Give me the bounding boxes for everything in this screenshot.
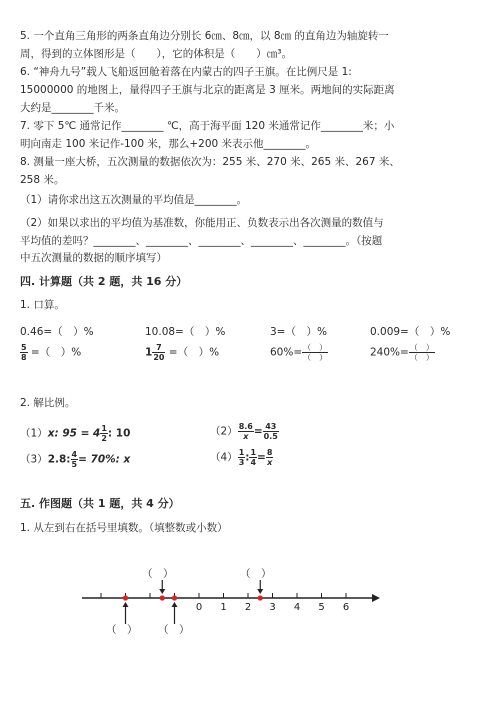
problem-8-sub2-line3: 中五次测量的数据的顺序填写） [20, 252, 167, 264]
denominator: 0.5 [263, 432, 278, 441]
denominator: x [267, 458, 273, 467]
problem-5-line1: 5. 一个直角三角形的两条直角边分别长 6㎝、8㎝，以 8㎝ 的直角边为轴旋转一 [20, 30, 389, 42]
section-4-sub2: 2. 解比例。 [20, 397, 76, 409]
equals-sign: = [253, 425, 263, 438]
tick-label: 3 [269, 602, 276, 613]
denominator: （ ） [303, 353, 328, 362]
proportion-1-tail: : 10 [107, 427, 131, 440]
fraction [249, 448, 257, 467]
marker-dot [258, 595, 263, 600]
pointer-arrow-head [123, 602, 129, 607]
denominator: （ ） [409, 353, 434, 362]
fraction [152, 343, 165, 362]
numerator: （ ） [409, 343, 434, 352]
tick-label: 2 [244, 602, 252, 613]
proportion-3-label: （3） [20, 453, 48, 466]
denominator: x [243, 432, 249, 441]
proportion-2 [210, 422, 279, 441]
tick-label: 0 [195, 602, 203, 613]
blank-top-2: （ ） [240, 568, 272, 580]
fraction [71, 450, 79, 469]
oral-b4-pre: 240%= [370, 346, 409, 359]
pointer-arrow-head [159, 589, 165, 594]
whole-part: 1 [145, 346, 153, 359]
numerator: 1 [250, 448, 257, 457]
fraction [266, 448, 274, 467]
denominator: 5 [71, 460, 78, 469]
proportion-1-text: x: 95 = 4 [47, 427, 101, 440]
oral-a2: 10.08=（ ）% [145, 326, 226, 338]
numerator: 5 [21, 343, 27, 352]
problem-7-line2: 明向南走 100 米记作-100 米，那么+200 米表示他________。 [20, 138, 317, 150]
numerator: （ ） [303, 343, 328, 352]
pointer-arrow-head [257, 589, 263, 594]
numerator: 43 [263, 422, 279, 432]
number-line [0, 570, 500, 630]
problem-8-sub2-line2: 平均值的差吗？________、________、________、________、________。（按题 [20, 235, 383, 247]
numerator: 1 [101, 424, 107, 433]
problem-6-line2: 15000000 的地图上，量得四子王旗与北京的距离是 3 厘米。两地间的实际距离 [20, 84, 395, 96]
marker-dot [123, 595, 128, 600]
oral-a1: 0.46=（ ）% [20, 326, 94, 338]
oral-b4 [370, 343, 435, 362]
denominator: 3 [238, 458, 245, 467]
equals-sign: = [257, 451, 266, 464]
oral-b1-rest: =（ ）% [30, 346, 82, 359]
denominator: 2 [101, 434, 107, 443]
proportion-1 [20, 424, 130, 443]
numerator: 1 [238, 448, 245, 457]
oral-b1 [20, 343, 81, 362]
denominator: 20 [153, 353, 165, 362]
problem-5-line2: 周，得到的立体图形是（ ），它的体积是（ ）㎝³。 [20, 48, 292, 60]
fraction [409, 343, 435, 362]
problem-7-line1: 7. 零下 5℃ 通常记作________ ℃，高于海平面 120 米通常记作________米；小 [20, 120, 395, 132]
fraction [263, 422, 279, 441]
proportion-3 [20, 450, 130, 469]
proportion-4-label: （4） [210, 451, 238, 464]
marker-dot [160, 595, 165, 600]
tick-label: 4 [293, 602, 301, 613]
fraction [100, 424, 108, 443]
tick-label: 1 [220, 602, 227, 613]
proportion-4 [210, 448, 273, 467]
colon: : [245, 451, 250, 464]
problem-8-sub2-line1: （2）如果以求出的平均值为基准数，你能用正、负数表示出各次测量的数值与 [20, 217, 384, 229]
proportion-3-pre: 2.8: [47, 453, 71, 466]
section-4-sub1: 1. 口算。 [20, 299, 65, 311]
fraction [302, 343, 328, 362]
oral-b3 [270, 343, 328, 362]
problem-8-line1: 8. 测量一座大桥，五次测量的数据依次为：255 米、270 米、265 米、267 米、 [20, 156, 400, 168]
blank-bottom-1: （ ） [106, 624, 138, 636]
fraction [20, 343, 28, 362]
fraction [238, 422, 254, 441]
proportion-3-tail: = 70%: x [78, 453, 131, 466]
numerator: 4 [71, 450, 78, 459]
pointer-arrow-head [172, 602, 178, 607]
section-4-title: 四. 计算题（共 2 题，共 16 分） [20, 275, 188, 288]
denominator: 8 [21, 353, 27, 362]
tick-label: 6 [342, 602, 350, 613]
oral-a3: 3=（ ）% [270, 326, 327, 338]
tick-label: 5 [318, 602, 325, 613]
blank-top-1: （ ） [142, 568, 174, 580]
proportion-1-label: （1） [20, 427, 48, 440]
problem-6-line3: 大约是________千米。 [20, 102, 125, 114]
numerator: 8 [266, 448, 273, 457]
oral-a4: 0.009=（ ）% [370, 326, 451, 338]
denominator: 4 [250, 458, 257, 467]
numerator: 8.6 [238, 422, 253, 431]
numerator: 7 [152, 343, 165, 353]
oral-b2 [145, 343, 219, 362]
proportion-2-label: （2） [210, 425, 238, 438]
section-5-sub1: 1. 从左到右在括号里填数。（填整数或小数） [20, 522, 228, 534]
oral-b3-pre: 60%= [270, 346, 303, 359]
blank-bottom-2: （ ） [158, 624, 190, 636]
problem-6-line1: 6. “神舟九号”载人飞船返回舱着落在内蒙古的四子王旗。在比例尺是 1: [20, 66, 352, 78]
problem-8-sub1: （1）请你求出这五次测量的平均值是________。 [20, 194, 248, 206]
problem-8-line2: 258 米。 [20, 174, 65, 186]
oral-b2-rest: =（ ）% [168, 346, 220, 359]
section-5-title: 五. 作图题（共 1 题，共 4 分） [20, 497, 180, 510]
axis-arrow [372, 594, 380, 602]
marker-dot [172, 595, 177, 600]
